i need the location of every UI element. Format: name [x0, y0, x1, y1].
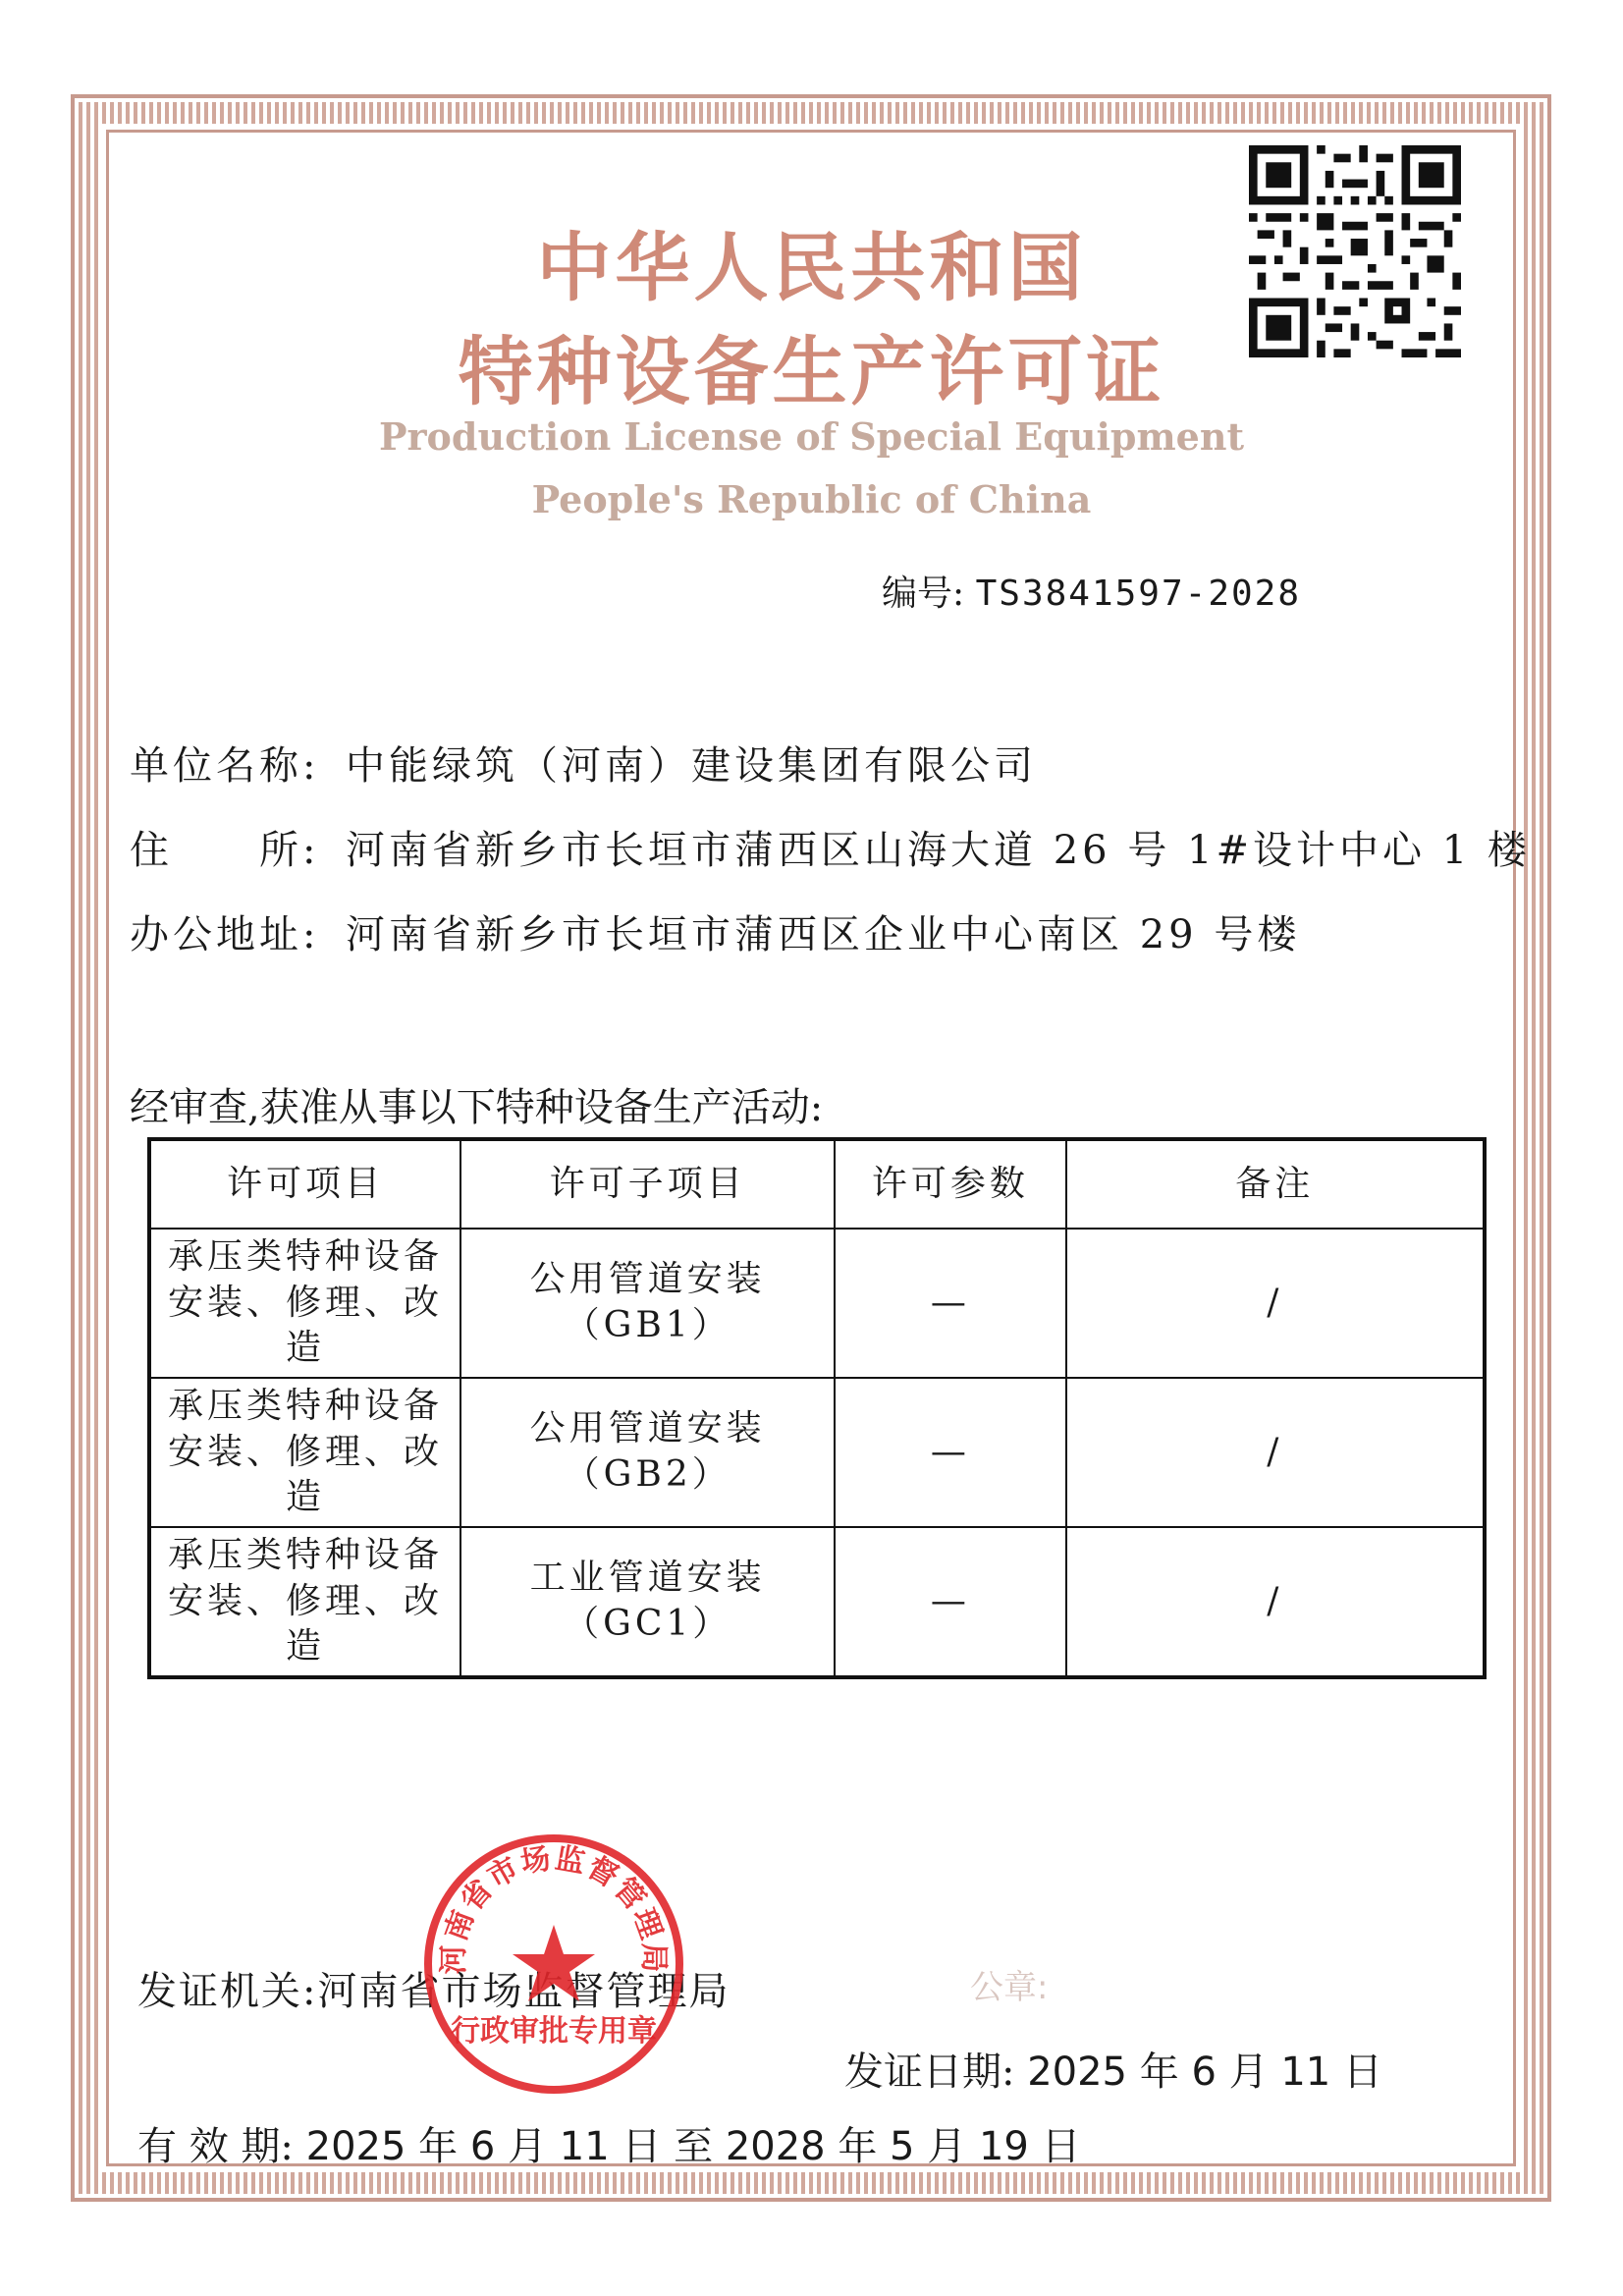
header-permit-subitem: 许可子项目 — [460, 1139, 835, 1229]
header-permit-parameter: 许可参数 — [835, 1139, 1065, 1229]
valid-from-month: 6 — [469, 2124, 496, 2169]
permit-item-cell: 承压类特种设备安装、修理、改造 — [149, 1378, 460, 1527]
certificate-title-zh-line2: 特种设备生产许可证 — [458, 328, 1165, 415]
subitem-code: （GB1） — [564, 1305, 731, 1345]
unit-month: 月 — [1228, 2050, 1269, 2095]
permit-parameter-cell: — — [835, 1527, 1065, 1677]
subitem-name: 公用管道安装 — [529, 1408, 766, 1449]
valid-to-day: 19 — [978, 2124, 1029, 2169]
unit-name-row — [130, 735, 1037, 791]
office-address-label: 办公地址: — [130, 912, 320, 957]
permit-subitem-cell — [460, 1229, 835, 1378]
validity-label: 有 效 期: — [137, 2124, 294, 2169]
official-seal-stamp — [420, 1831, 687, 2098]
unit-day: 日 — [622, 2124, 662, 2169]
table-row — [149, 1229, 1485, 1378]
serial-number — [882, 566, 1301, 616]
remarks-cell: / — [1066, 1378, 1485, 1527]
permit-parameter-cell: — — [835, 1229, 1065, 1378]
issuing-authority-value: 河南省市场监督管理局 — [317, 1969, 730, 2014]
serial-label: 编号: — [882, 574, 965, 614]
header-permit-item: 许可项目 — [149, 1139, 460, 1229]
office-address-value: 河南省新乡市长垣市蒲西区企业中心南区 29 号楼 — [346, 912, 1301, 957]
unit-name-label: 单位名称: — [130, 743, 320, 789]
unit-year: 年 — [838, 2124, 878, 2169]
unit-name-value: 中能绿筑（河南）建设集团有限公司 — [346, 743, 1037, 789]
permit-subitem-cell — [460, 1378, 835, 1527]
address-label: 住 所: — [130, 828, 320, 873]
table-header-row — [149, 1139, 1485, 1229]
certificate-title-zh-line1: 中华人民共和国 — [536, 224, 1087, 311]
permit-item-cell: 承压类特种设备安装、修理、改造 — [149, 1229, 460, 1378]
valid-to-month: 5 — [890, 2124, 915, 2169]
serial-value: TS3841597-2028 — [975, 574, 1302, 614]
validity-to: 至 — [674, 2124, 714, 2169]
issue-day: 11 — [1280, 2050, 1331, 2095]
table-row — [149, 1378, 1485, 1527]
unit-year: 年 — [418, 2124, 459, 2169]
table-row — [149, 1527, 1485, 1677]
approval-intro: 经审查,获准从事以下特种设备生产活动: — [130, 1085, 824, 1130]
unit-year: 年 — [1139, 2050, 1179, 2095]
remarks-cell: / — [1066, 1527, 1485, 1677]
seal-center-text: 行政审批专用章 — [451, 2014, 657, 2049]
office-address-row — [130, 903, 1300, 959]
seal-label: 公章: — [970, 1968, 1049, 2007]
valid-from-year: 2025 — [305, 2124, 406, 2169]
subitem-name: 工业管道安装 — [529, 1558, 766, 1599]
unit-day: 日 — [1041, 2124, 1081, 2169]
valid-to-year: 2028 — [725, 2124, 826, 2169]
seal-ring-text: 河南省市场监督管理局 — [436, 1840, 672, 1975]
subitem-code: （GC1） — [564, 1604, 732, 1644]
certificate-title-en-line1: Production License of Special Equipment — [378, 414, 1245, 459]
issuing-authority-label: 发证机关: — [137, 1969, 318, 2014]
issue-date — [844, 2041, 1382, 2097]
unit-day: 日 — [1342, 2050, 1382, 2095]
unit-month: 月 — [927, 2124, 967, 2169]
issue-month: 6 — [1191, 2050, 1217, 2095]
valid-from-day: 11 — [559, 2124, 610, 2169]
subitem-name: 公用管道安装 — [529, 1259, 766, 1300]
validity-period — [137, 2115, 1081, 2171]
unit-month: 月 — [508, 2124, 548, 2169]
subitem-code: （GB2） — [564, 1454, 731, 1495]
permit-parameter-cell: — — [835, 1378, 1065, 1527]
issue-date-label: 发证日期: — [844, 2050, 1015, 2095]
permit-item-cell: 承压类特种设备安装、修理、改造 — [149, 1527, 460, 1677]
permit-table — [147, 1137, 1487, 1679]
remarks-cell: / — [1066, 1229, 1485, 1378]
address-row — [130, 819, 1531, 875]
issue-year: 2025 — [1027, 2050, 1127, 2095]
certificate-title-en-line2: People's Republic of China — [531, 477, 1092, 521]
address-value: 河南省新乡市长垣市蒲西区山海大道 26 号 1#设计中心 1 楼 — [346, 828, 1531, 873]
header-remarks: 备注 — [1066, 1139, 1485, 1229]
permit-subitem-cell — [460, 1527, 835, 1677]
